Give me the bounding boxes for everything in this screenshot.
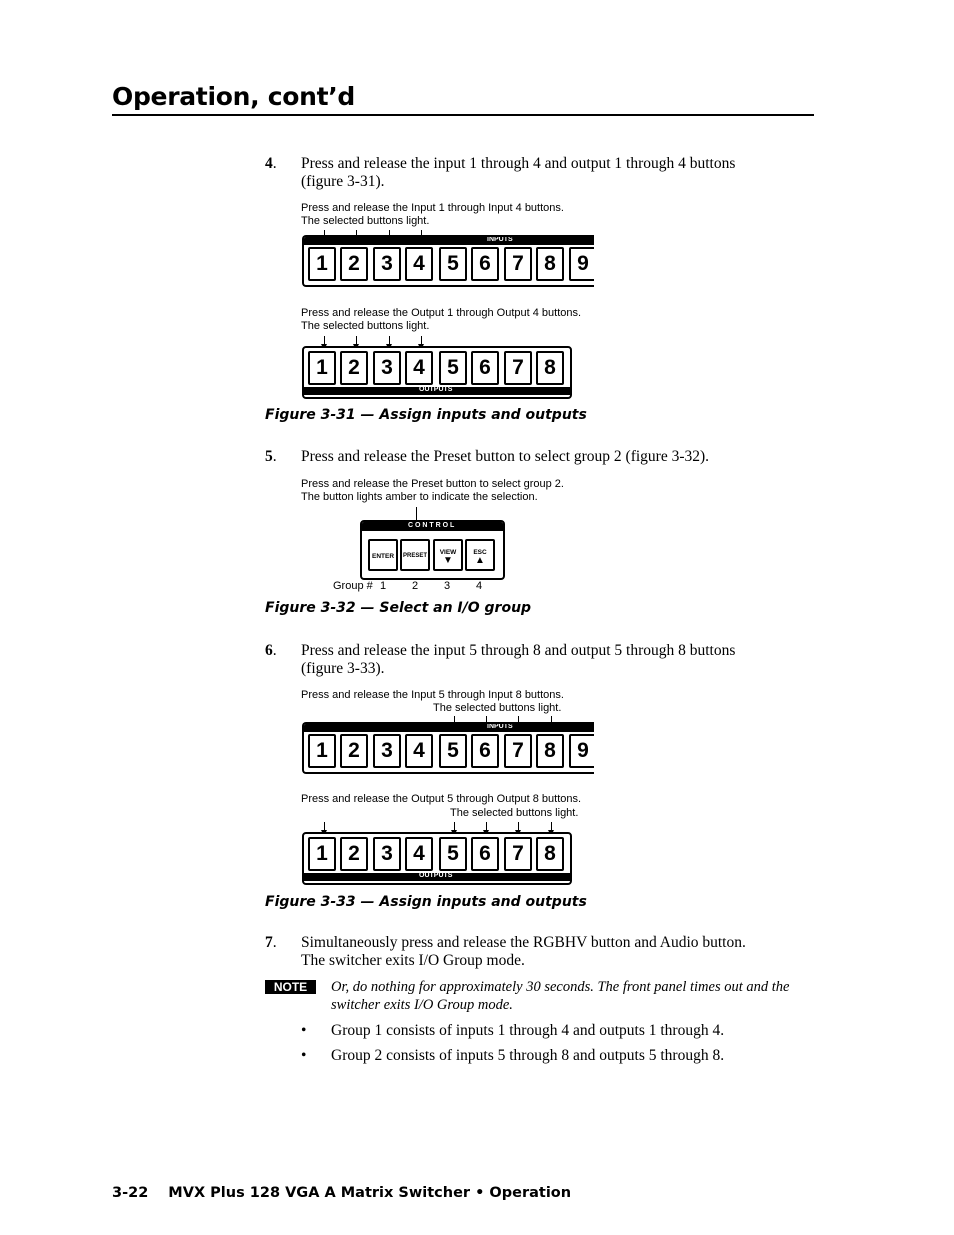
arrow-icon [454, 822, 455, 831]
input-button-4[interactable]: 4 [405, 247, 433, 281]
outputs-panel [302, 346, 572, 399]
input-buttons [308, 247, 594, 281]
input-button-5[interactable]: 5 [439, 734, 467, 768]
figure-caption: Figure 3-31 — Assign inputs and outputs [265, 407, 587, 423]
callout-line: Press and release the Input 1 through Input 4 buttons. [301, 202, 564, 214]
step-text: Simultaneously press and release the RGBHV button and Audio button. The switcher exits I/O Group mode. [301, 934, 746, 969]
output-button-6[interactable]: 6 [471, 837, 499, 871]
input-button-3[interactable]: 3 [373, 734, 401, 768]
figure-caption: Figure 3-32 — Select an I/O group [265, 600, 532, 616]
view-button[interactable] [433, 539, 463, 571]
input-button-4[interactable]: 4 [405, 734, 433, 768]
output-button-5[interactable]: 5 [439, 351, 467, 385]
input-button-5[interactable]: 5 [439, 247, 467, 281]
fig31-input-callout [301, 202, 564, 228]
arrow-icon [324, 822, 325, 831]
outputs-label: OUTPUTS [419, 872, 453, 879]
up-triangle-icon: ▲ [475, 555, 485, 566]
output-button-6[interactable]: 6 [471, 351, 499, 385]
output-button-2[interactable]: 2 [340, 351, 368, 385]
header-rule [112, 114, 814, 116]
group-number: 1 [380, 580, 387, 592]
output-buttons [308, 351, 570, 385]
esc-button[interactable] [465, 539, 495, 571]
inputs-panel [302, 235, 594, 287]
note-badge: NOTE [265, 980, 316, 994]
step-number: 5. [265, 448, 277, 465]
outputs-panel [302, 832, 572, 885]
inputs-label: INPUTS [487, 236, 513, 243]
input-button-8[interactable]: 8 [536, 734, 564, 768]
inputs-strip [304, 237, 594, 245]
fig33-input-callout-2: The selected buttons light. [433, 702, 562, 714]
step-text: Press and release the input 1 through 4 and output 1 through 4 buttons (figure 3-31). [301, 155, 736, 190]
control-buttons [368, 539, 498, 571]
outputs-strip [304, 387, 570, 395]
group-label: Group # [333, 580, 373, 592]
output-button-7[interactable]: 7 [504, 837, 532, 871]
arrow-icon [324, 336, 325, 345]
down-triangle-icon: ▼ [443, 555, 453, 566]
input-button-7[interactable]: 7 [504, 247, 532, 281]
enter-button[interactable]: ENTER [368, 539, 398, 571]
output-button-3[interactable]: 3 [373, 837, 401, 871]
inputs-label: INPUTS [487, 723, 513, 730]
group-number: 4 [476, 580, 483, 592]
page-title: Operation, cont’d [112, 82, 356, 111]
input-button-9[interactable]: 9 [569, 247, 594, 281]
callout-line: The button lights amber to indicate the selection. [301, 491, 538, 503]
bullet-dot: • [301, 1047, 307, 1064]
control-strip [362, 522, 503, 531]
input-buttons [308, 734, 594, 768]
bullet-text: Group 1 consists of inputs 1 through 4 and outputs 1 through 4. [331, 1022, 725, 1039]
step-number: 7. [265, 934, 277, 951]
outputs-label: OUTPUTS [419, 386, 453, 393]
group-number: 2 [412, 580, 419, 592]
bullet-dot: • [301, 1022, 307, 1039]
output-button-4[interactable]: 4 [405, 351, 433, 385]
output-button-4[interactable]: 4 [405, 837, 433, 871]
input-button-2[interactable]: 2 [340, 247, 368, 281]
fig33-input-callout-1: Press and release the Input 5 through Input 8 buttons. [301, 689, 564, 701]
footer-title: MVX Plus 128 VGA A Matrix Switcher • Operation [168, 1185, 572, 1201]
output-button-1[interactable]: 1 [308, 837, 336, 871]
output-button-8[interactable]: 8 [536, 351, 564, 385]
fig33-output-callout-2: The selected buttons light. [450, 807, 579, 819]
input-button-6[interactable]: 6 [471, 734, 499, 768]
bullet-text: Group 2 consists of inputs 5 through 8 and outputs 5 through 8. [331, 1047, 725, 1064]
step-text: Press and release the input 5 through 8 and output 5 through 8 buttons (figure 3-33). [301, 642, 736, 677]
input-button-1[interactable]: 1 [308, 734, 336, 768]
input-button-2[interactable]: 2 [340, 734, 368, 768]
output-button-3[interactable]: 3 [373, 351, 401, 385]
input-button-8[interactable]: 8 [536, 247, 564, 281]
inputs-panel [302, 722, 594, 774]
figure-caption: Figure 3-33 — Assign inputs and outputs [265, 894, 587, 910]
callout-line: The selected buttons light. [301, 320, 430, 332]
page-footer [112, 1185, 571, 1201]
step-number: 6. [265, 642, 277, 659]
arrow-icon [421, 336, 422, 345]
control-label: C O N T R O L [408, 522, 455, 529]
fig33-output-callout-1: Press and release the Output 5 through Output 8 buttons. [301, 793, 582, 805]
output-button-2[interactable]: 2 [340, 837, 368, 871]
page-number: 3-22 [112, 1185, 149, 1201]
arrow-icon [486, 822, 487, 831]
callout-line: Press and release the Output 1 through Output 4 buttons. [301, 307, 582, 319]
input-button-7[interactable]: 7 [504, 734, 532, 768]
outputs-strip [304, 873, 570, 881]
input-button-9[interactable]: 9 [569, 734, 594, 768]
arrow-icon [389, 336, 390, 345]
callout-line: The selected buttons light. [301, 215, 430, 227]
callout-line: Press and release the Preset button to select group 2. [301, 478, 564, 490]
group-number: 3 [444, 580, 451, 592]
inputs-strip [304, 724, 594, 732]
preset-button[interactable]: PRESET [400, 539, 430, 571]
arrow-icon [551, 822, 552, 831]
control-panel [360, 520, 505, 580]
input-button-3[interactable]: 3 [373, 247, 401, 281]
output-button-8[interactable]: 8 [536, 837, 564, 871]
output-button-5[interactable]: 5 [439, 837, 467, 871]
output-buttons [308, 837, 570, 871]
view-label: VIEW [439, 549, 457, 556]
fig32-callout [301, 478, 564, 504]
arrow-icon [518, 822, 519, 831]
esc-label: ESC [473, 549, 487, 556]
output-button-7[interactable]: 7 [504, 351, 532, 385]
arrow-icon [356, 336, 357, 345]
fig31-output-callout [301, 307, 581, 333]
input-button-6[interactable]: 6 [471, 247, 499, 281]
step-text: Press and release the Preset button to select group 2 (figure 3-32). [301, 448, 710, 465]
output-button-1[interactable]: 1 [308, 351, 336, 385]
step-number: 4. [265, 155, 277, 172]
note-text: Or, do nothing for approximately 30 seconds. The front panel times out and the switcher exits I/O Group mode. [331, 979, 790, 1013]
input-button-1[interactable]: 1 [308, 247, 336, 281]
